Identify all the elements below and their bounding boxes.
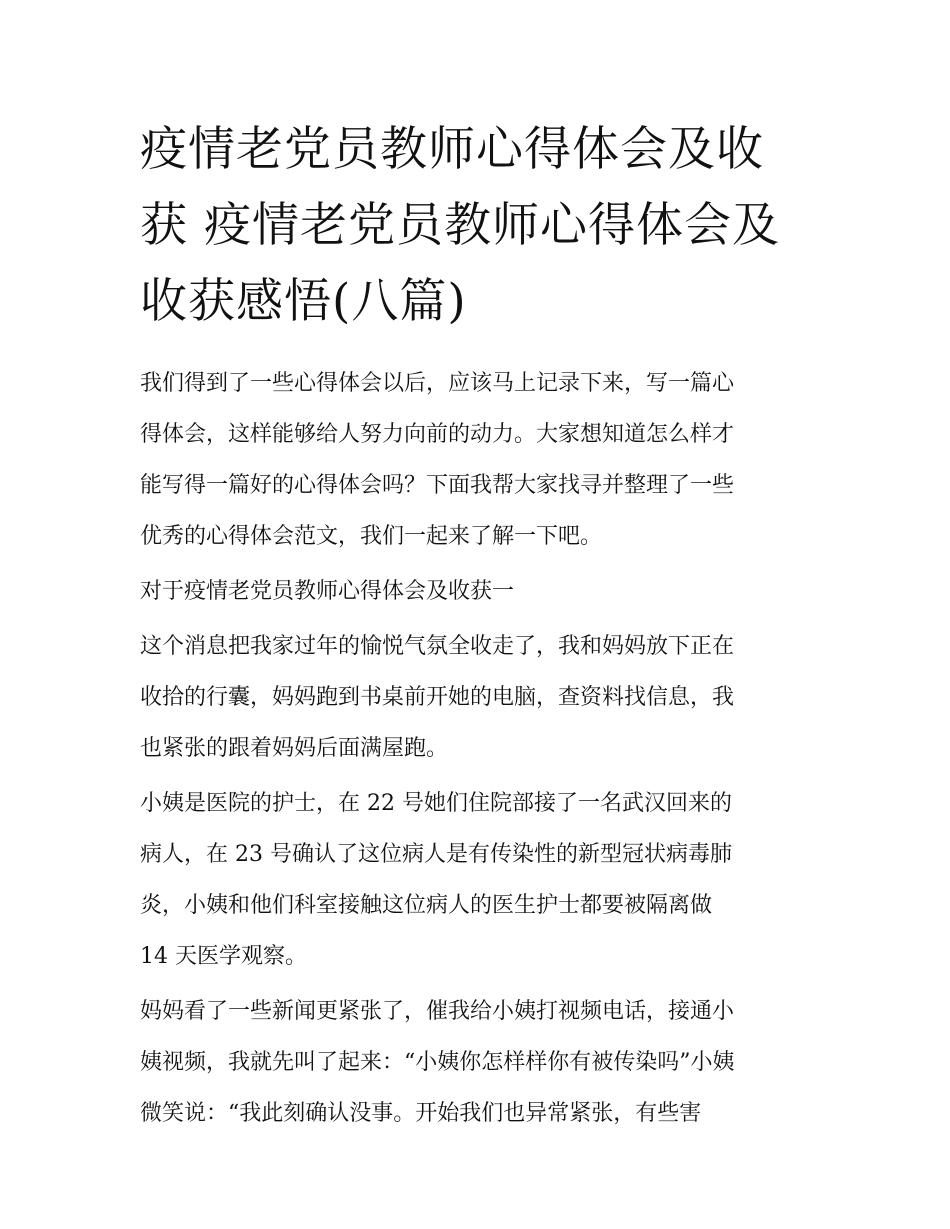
text-line: 也紧张的跟着妈妈后面满屋跑。 (140, 736, 449, 761)
body-paragraph (140, 986, 830, 1139)
text-line: 微笑说：“我此刻确认没事。开始我们也异常紧张，有些害 (140, 1101, 702, 1126)
text-line: 妈妈看了一些新闻更紧张了，催我给小姨打视频电话，接通小 (140, 999, 735, 1024)
text-line: 14 天医学观察。 (140, 944, 307, 969)
text-line: 姨视频，我就先叫了起来：“小姨你怎样样你有被传染吗”小姨 (140, 1050, 735, 1075)
title-line: 获 疫情老党员教师心得体会及 (140, 198, 780, 253)
text-line: 这个消息把我家过年的愉悦气氛全收走了，我和妈妈放下正在 (140, 634, 735, 659)
text-line: 炎，小姨和他们科室接触这位病人的医生护士都要被隔离做 (140, 893, 713, 918)
text-line: 对于疫情老党员教师心得体会及收获一 (140, 579, 515, 604)
section-heading (140, 566, 830, 617)
text-line: 病人，在 23 号确认了这位病人是有传染性的新型冠状病毒肺 (140, 842, 732, 867)
text-line: 小姨是医院的护士，在 22 号她们住院部接了一名武汉回来的 (140, 791, 732, 816)
intro-paragraph (140, 358, 830, 562)
title-line: 疫情老党员教师心得体会及收 (140, 122, 764, 177)
document-body (140, 358, 830, 1143)
text-line: 我们得到了一些心得体会以后，应该马上记录下来，写一篇心 (140, 371, 735, 396)
document-title (140, 112, 820, 340)
text-line: 得体会，这样能够给人努力向前的动力。大家想知道怎么样才 (140, 422, 735, 447)
text-line: 能写得一篇好的心得体会吗？下面我帮大家找寻并整理了一些 (140, 473, 735, 498)
body-paragraph (140, 621, 830, 774)
text-line: 收拾的行囊，妈妈跑到书桌前开她的电脑，查资料找信息，我 (140, 685, 735, 710)
title-line: 收获感悟(八篇) (140, 274, 467, 329)
body-paragraph (140, 778, 830, 982)
text-line: 优秀的心得体会范文，我们一起来了解一下吧。 (140, 524, 603, 549)
